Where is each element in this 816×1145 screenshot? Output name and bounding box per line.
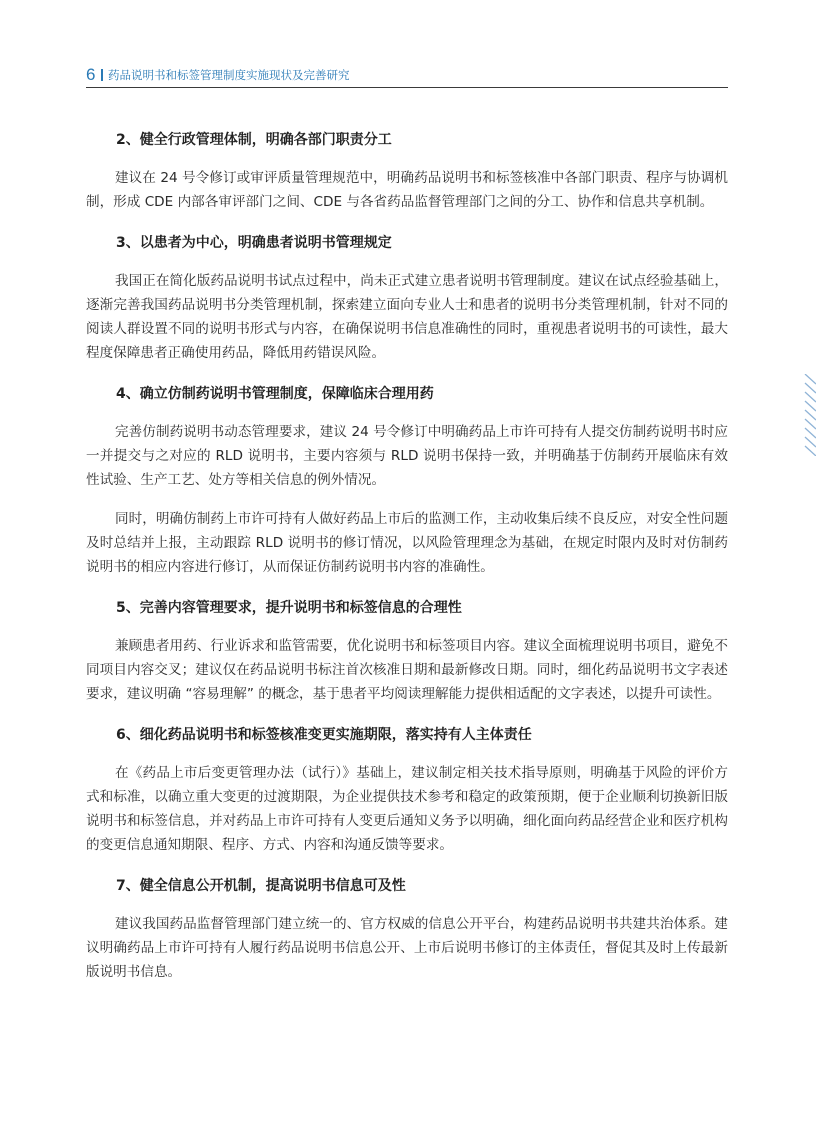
page-header bbox=[86, 63, 728, 89]
section-heading-7: 7、健全信息公开机制，提高说明书信息可及性 bbox=[116, 878, 406, 894]
paragraph: 在《药品上市后变更管理办法（试行）》基础上，建议制定相关技术指导原则，明确基于风险的评价方式和标准，以确立重大变更的过渡期限，为企业提供技术参考和稳定的政策预期，便于企业顺利切换新旧版说明书和标签信息，并对药品上市许可持有人变更后通知义务予以明确，细化面向药品经营企业和医疗机构的变更信息通知期限、程序、方式、内容和沟通反馈等要求。 bbox=[86, 765, 728, 853]
section-heading-2: 2、健全行政管理体制，明确各部门职责分工 bbox=[116, 132, 392, 148]
header-separator bbox=[101, 69, 103, 81]
body-content bbox=[86, 126, 728, 999]
paragraph: 同时，明确仿制药上市许可持有人做好药品上市后的监测工作，主动收集后续不良反应，对安全性问题及时总结并上报，主动跟踪 RLD 说明书的修订情况，以风险管理理念为基础，在规定时限内及时对仿制药说明书的相应内容进行修订，从而保证仿制药说明书内容的准确性。 bbox=[86, 511, 728, 575]
page-number: 6 bbox=[86, 65, 96, 84]
header-rule bbox=[86, 87, 728, 88]
paragraph: 建议我国药品监督管理部门建立统一的、官方权威的信息公开平台，构建药品说明书共建共治体系。建议明确药品上市许可持有人履行药品说明书信息公开、上市后说明书修订的主体责任，督促其及时上传最新版说明书信息。 bbox=[86, 916, 728, 980]
paragraph: 完善仿制药说明书动态管理要求，建议 24 号令修订中明确药品上市许可持有人提交仿制药说明书时应一并提交与之对应的 RLD 说明书，主要内容须与 RLD 说明书保持一致，并明确基于仿制药开展临床有效性试验、生产工艺、处方等相关信息的例外情况。 bbox=[86, 424, 728, 488]
diagonal-stripes-decoration bbox=[801, 374, 816, 456]
section-heading-4: 4、确立仿制药说明书管理制度，保障临床合理用药 bbox=[116, 386, 434, 402]
section-heading-3: 3、以患者为中心，明确患者说明书管理规定 bbox=[116, 235, 392, 251]
paragraph: 我国正在简化版药品说明书试点过程中，尚未正式建立患者说明书管理制度。建议在试点经验基础上，逐渐完善我国药品说明书分类管理机制，探索建立面向专业人士和患者的说明书分类管理机制，针对不同的阅读人群设置不同的说明书形式与内容，在确保说明书信息准确性的同时，重视患者说明书的可读性，最大程度保障患者正确使用药品，降低用药错误风险。 bbox=[86, 273, 728, 361]
paragraph: 建议在 24 号令修订或审评质量管理规范中，明确药品说明书和标签核准中各部门职责、程序与协调机制，形成 CDE 内部各审评部门之间、CDE 与各省药品监督管理部门之间的分工、协作和信息共享机制。 bbox=[86, 170, 728, 210]
section-heading-5: 5、完善内容管理要求，提升说明书和标签信息的合理性 bbox=[116, 600, 462, 616]
section-heading-6: 6、细化药品说明书和标签核准变更实施期限，落实持有人主体责任 bbox=[116, 727, 532, 743]
running-title: 药品说明书和标签管理制度实施现状及完善研究 bbox=[108, 68, 350, 82]
paragraph: 兼顾患者用药、行业诉求和监管需要，优化说明书和标签项目内容。建议全面梳理说明书项目，避免不同项目内容交叉；建议仅在药品说明书标注首次核准日期和最新修改日期。同时，细化药品说明书文字表述要求，建议明确 “容易理解” 的概念，基于患者平均阅读理解能力提供相适配的文字表述，以提升可读性。 bbox=[86, 638, 728, 702]
